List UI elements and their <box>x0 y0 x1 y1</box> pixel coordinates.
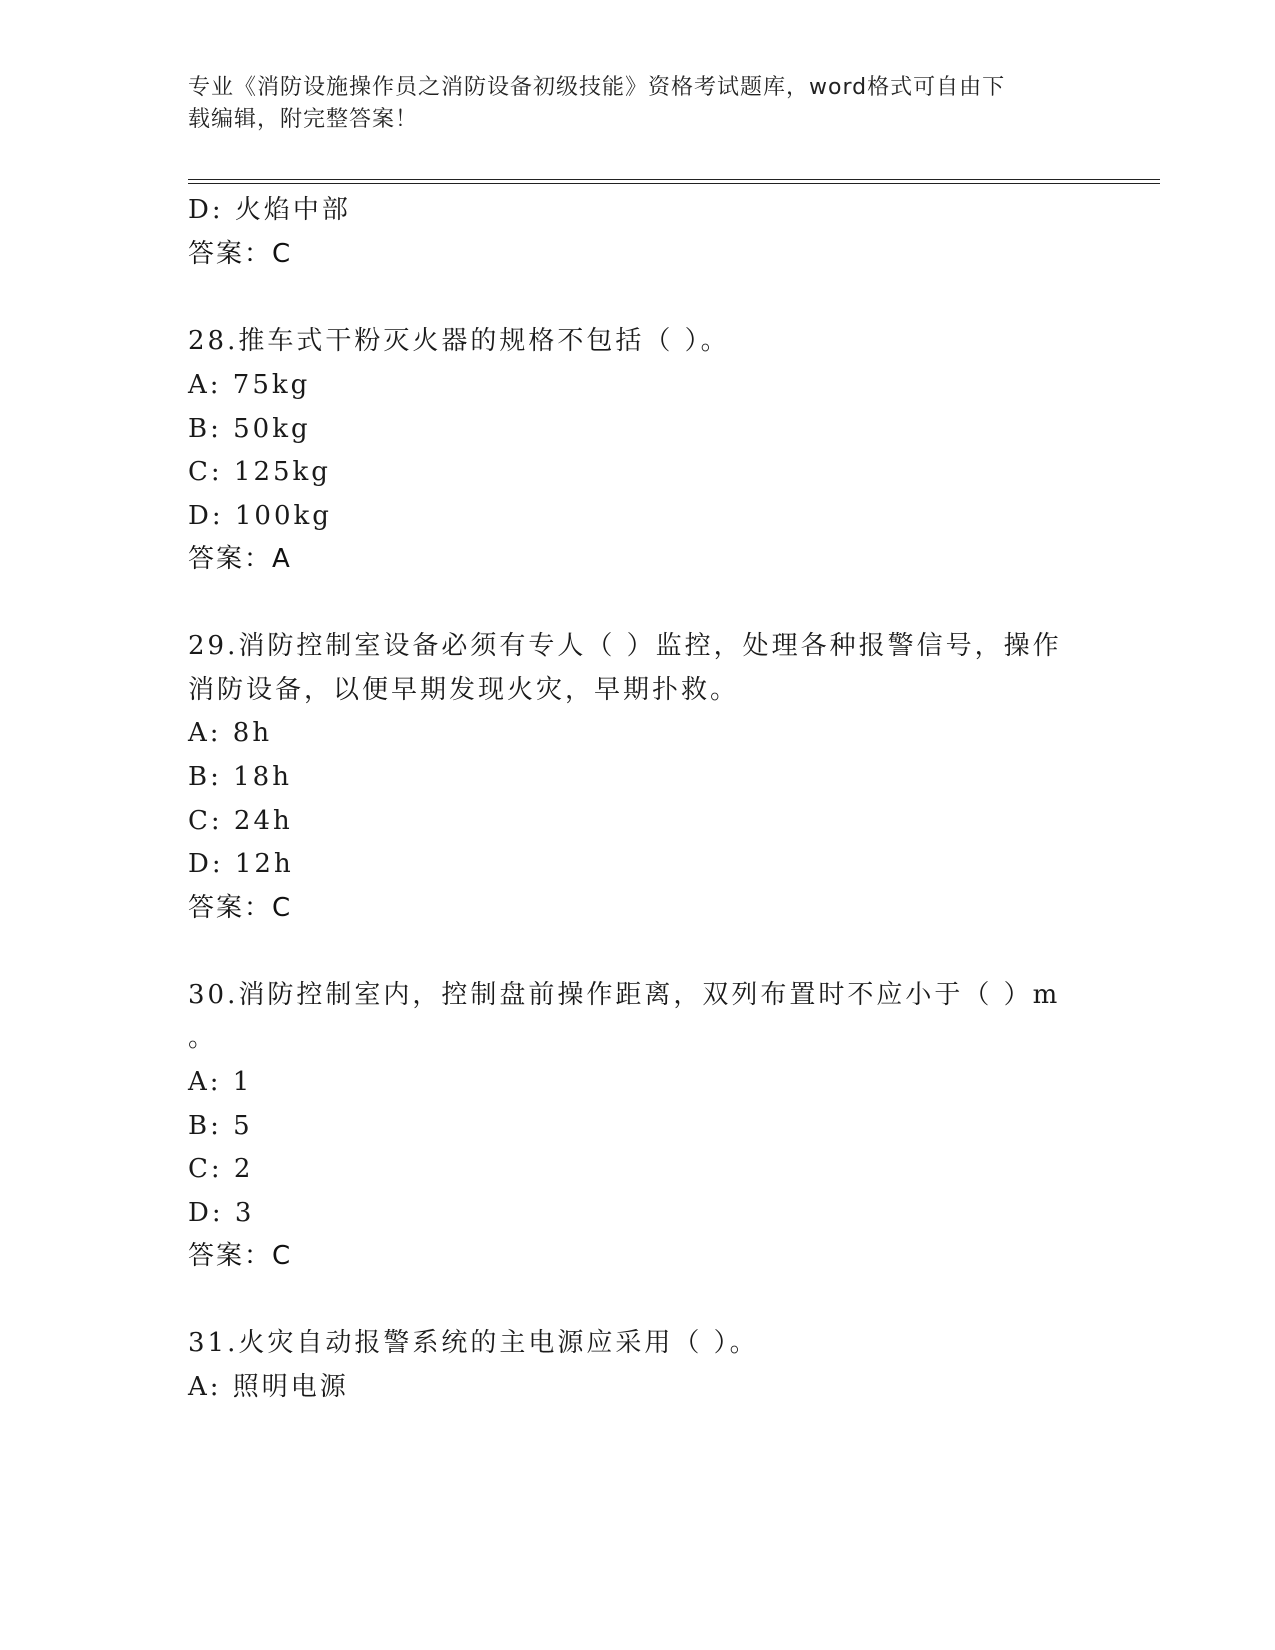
q29-stem-line-2: 消防设备，以便早期发现火灾，早期扑救。 <box>188 675 740 705</box>
q30-option-b: B: 5 <box>188 1111 253 1141</box>
prev-option-d: D: 火焰中部 <box>188 195 351 225</box>
q28-answer: 答案：A <box>188 544 292 574</box>
q28-option-b: B: 50kg <box>188 414 311 444</box>
q30-stem-line-1: 30.消防控制室内，控制盘前操作距离，双列布置时不应小于（ ）m <box>188 980 1061 1010</box>
header-line-2: 载编辑，附完整答案！ <box>188 107 419 132</box>
header-line-1: 专业《消防设施操作员之消防设备初级技能》资格考试题库，word格式可自由下 <box>188 75 1006 100</box>
q29-stem-line-1: 29.消防控制室设备必须有专人（ ）监控，处理各种报警信号，操作 <box>188 631 1062 661</box>
q29-option-d: D: 12h <box>188 849 294 879</box>
q29-answer: 答案：C <box>188 893 293 923</box>
q29-option-b: B: 18h <box>188 762 292 792</box>
q30-option-a: A: 1 <box>188 1067 253 1097</box>
document-header <box>188 72 1068 136</box>
q28-option-c: C: 125kg <box>188 457 331 487</box>
header-rule-bottom <box>188 183 1160 184</box>
header-rule-top <box>188 179 1160 180</box>
q28-option-a: A: 75kg <box>188 370 311 400</box>
q31-stem: 31.火灾自动报警系统的主电源应采用（ ）。 <box>188 1328 759 1358</box>
q30-answer: 答案：C <box>188 1241 293 1271</box>
q30-option-d: D: 3 <box>188 1198 255 1228</box>
q29-option-a: A: 8h <box>188 718 273 748</box>
q30-option-c: C: 2 <box>188 1154 254 1184</box>
q28-stem: 28.推车式干粉灭火器的规格不包括（ ）。 <box>188 326 730 356</box>
prev-answer: 答案：C <box>188 239 293 269</box>
q28-option-d: D: 100kg <box>188 501 332 531</box>
q30-stem-line-2: 。 <box>188 1023 218 1053</box>
q29-option-c: C: 24h <box>188 806 293 836</box>
q31-option-a: A: 照明电源 <box>188 1372 349 1402</box>
